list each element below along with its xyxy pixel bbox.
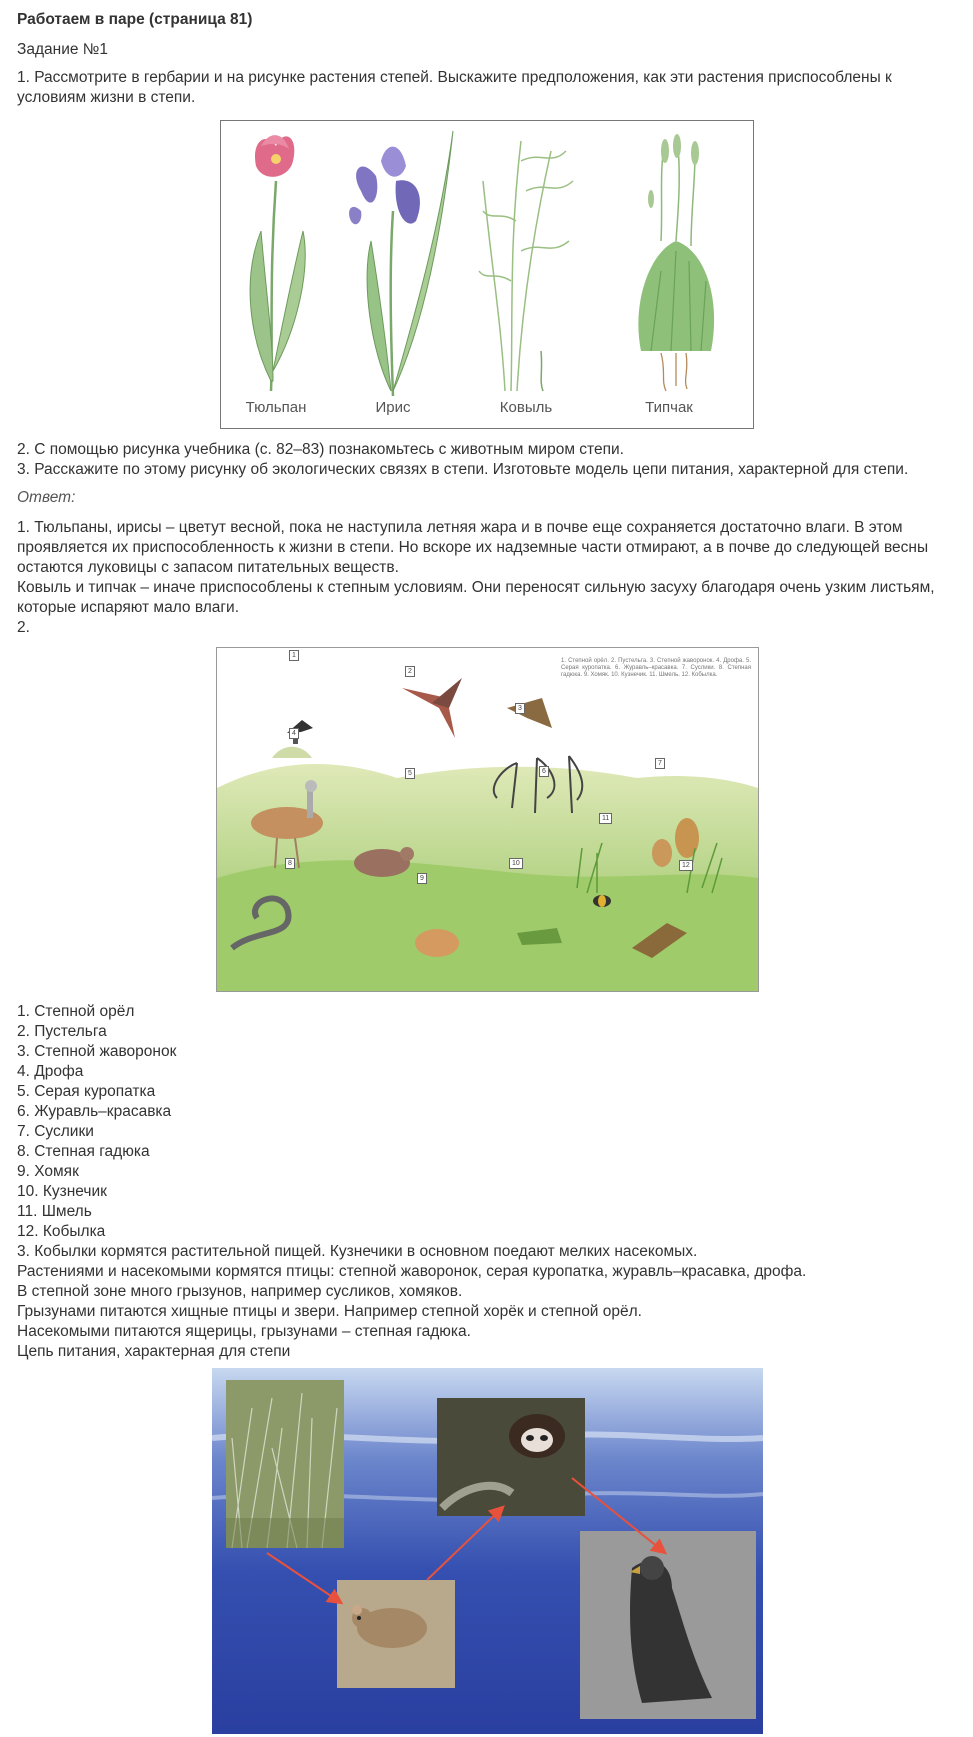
animal-list-item: 1. Степной орёл: [17, 1003, 135, 1020]
figure-number-12: 12: [679, 860, 693, 871]
answer-label: Ответ:: [17, 489, 76, 506]
question-1: 1. Рассмотрите в гербарии и на рисунке растения степей. Выскажите предположения, как эти растения приспособлены к условиям жизни в степи.: [17, 69, 892, 106]
animal-list-item: 7. Суслики: [17, 1123, 94, 1140]
question-3: 3. Расскажите по этому рисунку об экологических связях в степи. Изготовьте модель цепи питания, характерной для степи.: [17, 461, 909, 478]
iris-drawing: [349, 131, 453, 396]
tulip-drawing: [250, 135, 305, 391]
figure-number-8: 8: [285, 858, 295, 869]
lark-mark: [507, 698, 552, 728]
ferret-photo: [437, 1398, 585, 1516]
figure-number-3: 3: [515, 703, 525, 714]
answer-3-line: Цепь питания, характерная для степи: [17, 1343, 291, 1360]
animal-list-item: 2. Пустельга: [17, 1023, 107, 1040]
animal-list-item: 5. Серая куропатка: [17, 1083, 156, 1100]
plant-label-tulip: Тюльпан: [245, 399, 307, 416]
figure-number-6: 6: [539, 766, 549, 777]
feather-grass-drawing: [479, 141, 573, 391]
question-2: 2. С помощью рисунка учебника (с. 82–83) познакомьтесь с животным миром степи.: [17, 441, 624, 458]
animal-list-item: 9. Хомяк: [17, 1163, 79, 1180]
grass-photo: [226, 1380, 344, 1548]
figure-number-5: 5: [405, 768, 415, 779]
animal-list-item: 6. Журавль–красавка: [17, 1103, 172, 1120]
plant-label-feather-grass: Ковыль: [499, 399, 553, 416]
fescue-drawing: [638, 134, 714, 391]
animal-list-item: 11. Шмель: [17, 1203, 92, 1220]
animal-list-item: 8. Степная гадюка: [17, 1143, 150, 1160]
food-chain-illustration: [212, 1368, 763, 1734]
mouse-photo: [337, 1580, 455, 1688]
hamster-mark: [415, 929, 459, 957]
task-label: Задание №1: [17, 41, 109, 58]
food-chain-figure: [212, 1368, 763, 1734]
plant-label-iris: Ирис: [375, 399, 411, 416]
page-title: Работаем в паре (страница 81): [17, 11, 253, 28]
figure-number-10: 10: [509, 858, 523, 869]
animal-list-item: 3. Степной жаворонок: [17, 1043, 177, 1060]
plant-label-fescue: Типчак: [645, 399, 693, 416]
plants-illustration: [221, 121, 753, 428]
steppe-animals-figure: [216, 647, 759, 992]
animal-list-item: 4. Дрофа: [17, 1063, 84, 1080]
figure-legend: 1. Степной орёл. 2. Пустельга. 3. Степной жаворонок. 4. Дрофа. 5. Серая куропатка. 6. Журавль–красавка. 7. Суслики. 8. Степная гадюка. 9. Хомяк. 10. Кузнечик. 11. Шмель. 12. Кобылка.: [561, 658, 751, 678]
figure-number-7: 7: [655, 758, 665, 769]
answer-3-line: Грызунами питаются хищные птицы и звери. Например степной хорёк и степной орёл.: [17, 1303, 642, 1320]
animal-list-item: 12. Кобылка: [17, 1223, 106, 1240]
figure-number-11: 11: [599, 813, 612, 824]
answer-3-line: В степной зоне много грызунов, например сусликов, хомяков.: [17, 1283, 463, 1300]
steppe-illustration: [217, 648, 758, 991]
answer-3-line: Насекомыми питаются ящерицы, грызунами – степная гадюка.: [17, 1323, 471, 1340]
figure-number-4: 4: [289, 728, 299, 739]
animal-list-item: 10. Кузнечик: [17, 1183, 107, 1200]
figure-number-9: 9: [417, 873, 427, 884]
answer-2-label: 2.: [17, 619, 30, 636]
eagle-photo: [580, 1531, 756, 1719]
figure-number-1: 1: [289, 650, 299, 661]
answer-1-paragraph-2: Ковыль и типчак – иначе приспособлены к степным условиям. Они переносят сильную засуху благодаря очень узким листьям, которые испаряют мало влаги.: [17, 579, 935, 616]
figure-number-2: 2: [405, 666, 415, 677]
answer-3-line: Растениями и насекомыми кормятся птицы: степной жаворонок, серая куропатка, журавль–красавка, дрофа.: [17, 1263, 807, 1280]
bumblebee-mark: [593, 895, 611, 907]
answer-1-paragraph-1: 1. Тюльпаны, ирисы – цветут весной, пока не наступила летняя жара и в почве еще сохраняется достаточно влаги. В этом проявляется их приспособленность к жизни в степи. Но вскоре их надземные части отмирают, а в почве до следующей весны остаются луковицы с запасом питательных веществ.: [17, 519, 929, 576]
answer-3-line: 3. Кобылки кормятся растительной пищей. Кузнечики в основном поедают мелких насекомых.: [17, 1243, 698, 1260]
kestrel-mark: [402, 678, 462, 738]
plants-figure: [220, 120, 754, 429]
